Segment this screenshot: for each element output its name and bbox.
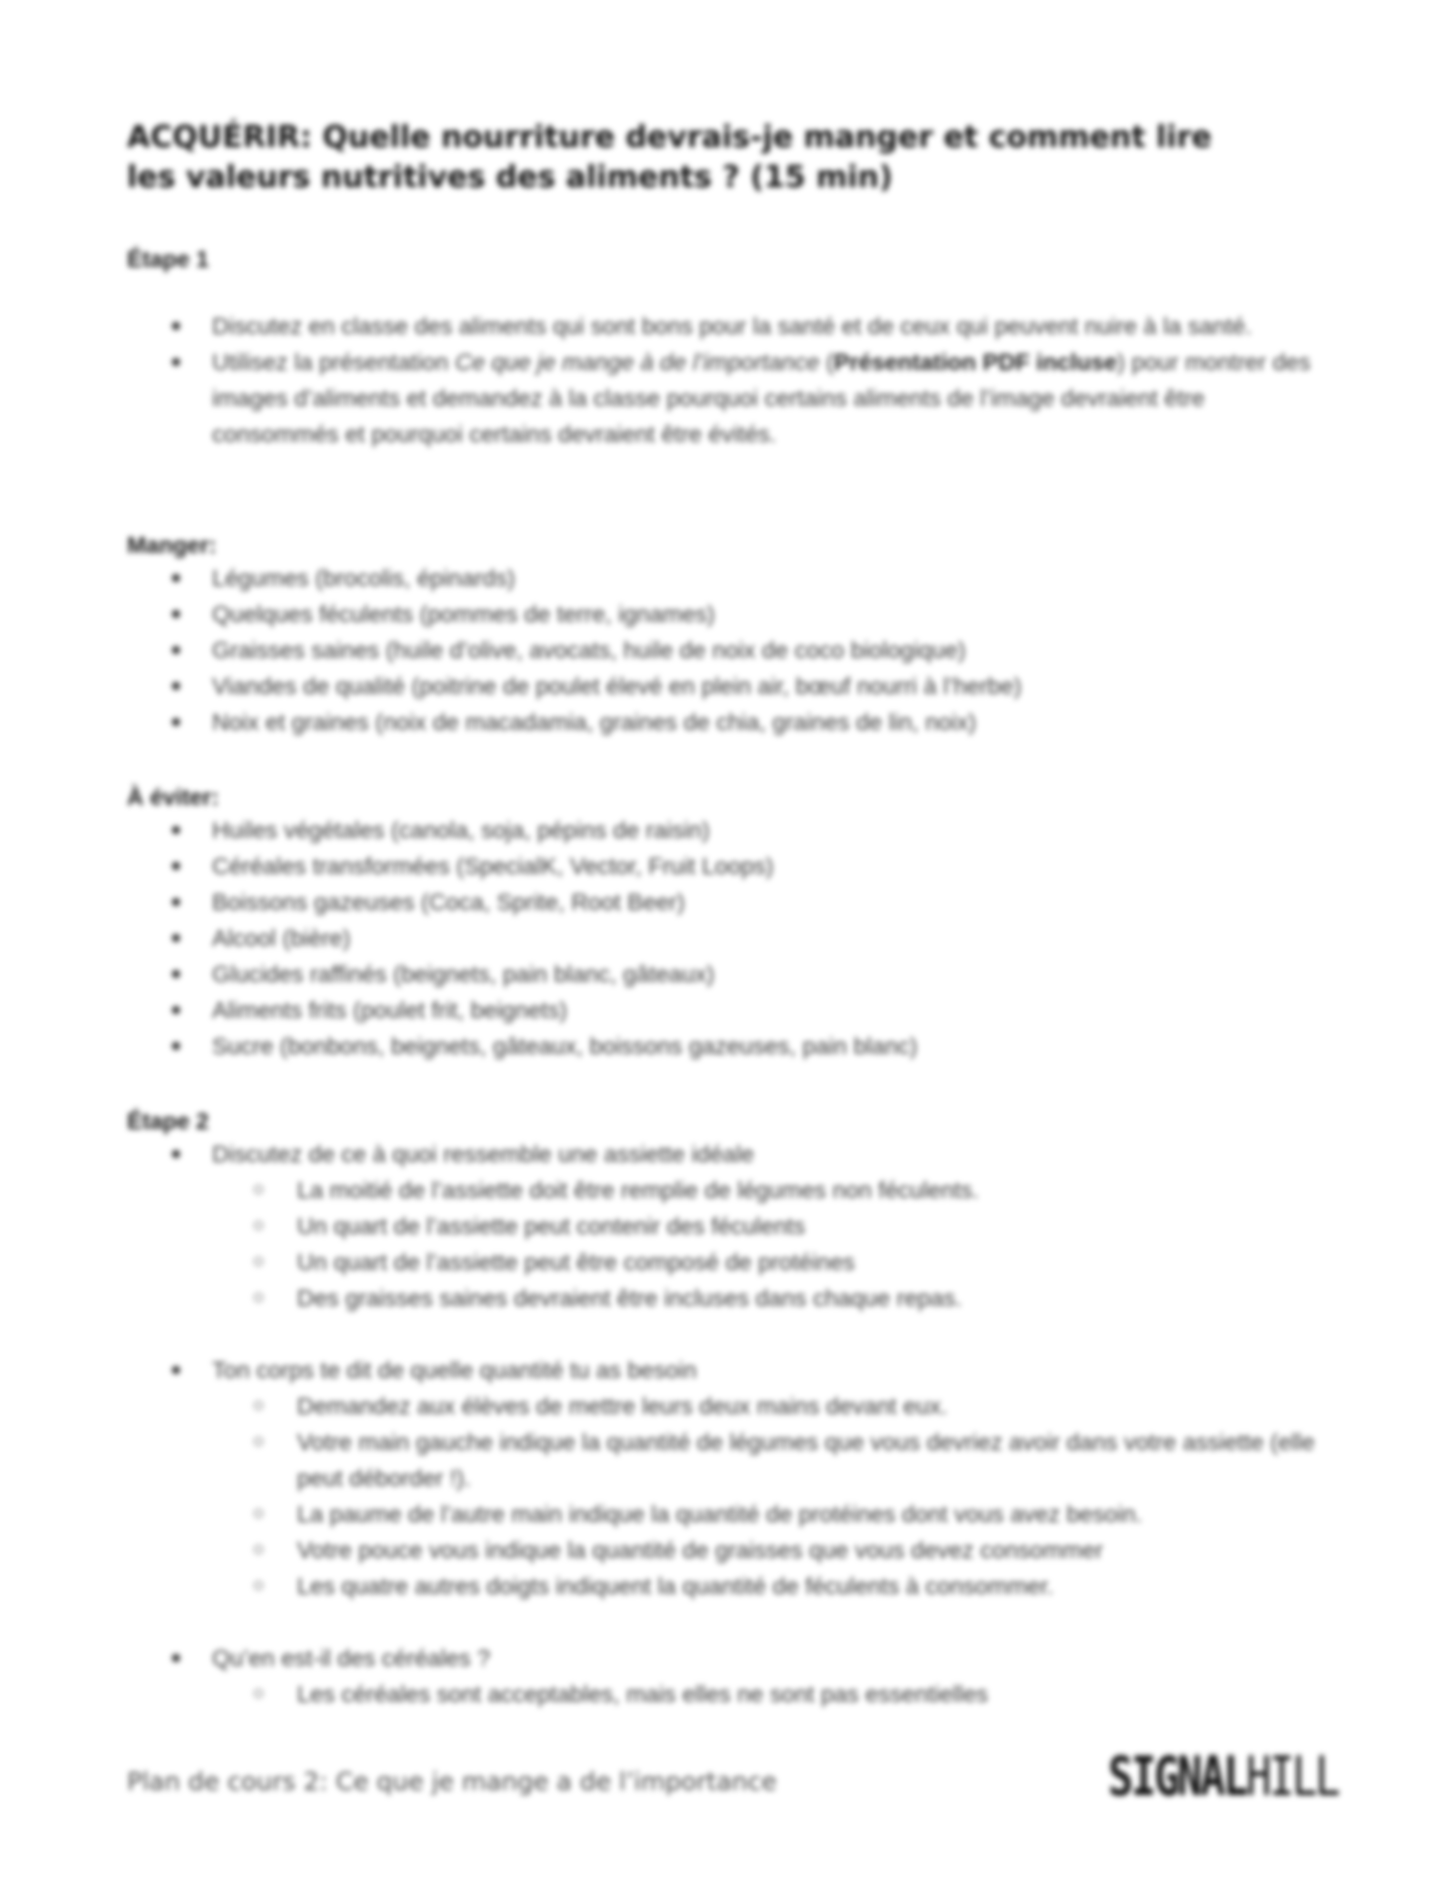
step1-heading: Étape 1 — [127, 246, 209, 272]
bullet-icon — [172, 1654, 180, 1662]
circle-bullet-icon — [254, 1221, 263, 1230]
step2-group1 — [127, 1136, 1327, 1316]
list-item — [127, 884, 1327, 920]
sub-list-item — [212, 1208, 1327, 1244]
sub-item-text: La paume de l’autre main indique la quantité de protéines dont vous avez besoin. — [297, 1501, 1143, 1527]
sub-item-text: Les quatre autres doigts indiquent la quantité de féculents à consommer. — [297, 1573, 1054, 1599]
signal-hill-logo — [1108, 1745, 1338, 1808]
list-item — [127, 308, 1327, 344]
bullet-icon — [172, 646, 180, 654]
eat-heading: Manger: — [127, 532, 217, 558]
bullet-icon — [172, 322, 180, 330]
bullet-icon — [172, 1042, 180, 1050]
step1-bullet-2-after: ) pour montrer des images d’aliments et demandez à la classe pourquoi certains aliments de l’image devraient être consommés et pourquoi certains devraient être évités. — [212, 349, 1311, 447]
step1-bullet-2-paren: ( — [819, 349, 834, 375]
circle-bullet-icon — [254, 1581, 263, 1590]
bullet-icon — [172, 610, 180, 618]
cereals-sublist — [212, 1676, 1327, 1712]
step2-group3 — [127, 1640, 1327, 1712]
circle-bullet-icon — [254, 1257, 263, 1266]
sub-item-text: Un quart de l’assiette peut être composé de protéines — [297, 1249, 855, 1275]
bullet-icon — [172, 862, 180, 870]
list-item — [127, 1028, 1327, 1064]
sub-list-item — [212, 1676, 1327, 1712]
avoid-item: Sucre (bonbons, beignets, gâteaux, boissons gazeuses, pain blanc) — [212, 1033, 918, 1059]
list-item — [127, 920, 1327, 956]
list-item — [127, 632, 1327, 668]
sub-list-item — [212, 1172, 1327, 1208]
list-item — [127, 1136, 1327, 1316]
circle-bullet-icon — [254, 1689, 263, 1698]
eat-list — [127, 560, 1327, 740]
bullet-icon — [172, 1366, 180, 1374]
eat-item: Noix et graines (noix de macadamia, graines de chia, graines de lin, noix) — [212, 709, 977, 735]
avoid-list — [127, 812, 1327, 1064]
list-item — [127, 704, 1327, 740]
footer-lesson-plan: Plan de cours 2: Ce que je mange a de l’importance — [127, 1767, 777, 1796]
avoid-item: Alcool (bière) — [212, 925, 351, 951]
body-quantity-sublist — [212, 1388, 1327, 1604]
sub-item-text: La moitié de l’assiette doit être remplie de légumes non féculents. — [297, 1177, 979, 1203]
circle-bullet-icon — [254, 1293, 263, 1302]
bullet-icon — [172, 934, 180, 942]
bullet-icon — [172, 1006, 180, 1014]
bullet-icon — [172, 970, 180, 978]
avoid-item: Boissons gazeuses (Coca, Sprite, Root Beer) — [212, 889, 685, 915]
circle-bullet-icon — [254, 1509, 263, 1518]
step2-heading: Étape 2 — [127, 1108, 209, 1134]
presentation-title: Ce que je mange à de l’importance — [454, 349, 820, 375]
sub-item-text: Les céréales sont acceptables, mais elles ne sont pas essentielles — [297, 1681, 989, 1707]
avoid-heading: À éviter: — [127, 784, 220, 810]
bullet-icon — [172, 574, 180, 582]
body-quantity-label: Ton corps te dit de quelle quantité tu as besoin — [212, 1357, 697, 1383]
list-item — [127, 560, 1327, 596]
avoid-item: Céréales transformées (SpecialK, Vector, Fruit Loops) — [212, 853, 774, 879]
avoid-item: Glucides raffinés (beignets, pain blanc, gâteaux) — [212, 961, 715, 987]
list-item — [127, 596, 1327, 632]
step2-group2 — [127, 1352, 1327, 1604]
sub-list-item — [212, 1244, 1327, 1280]
list-item — [127, 344, 1327, 452]
bullet-icon — [172, 682, 180, 690]
logo-signal: SIGNAL — [1108, 1745, 1247, 1808]
sub-list-item — [212, 1496, 1327, 1532]
step1-bullet-2-before: Utilisez la présentation — [212, 349, 455, 375]
bullet-icon — [172, 898, 180, 906]
sub-list-item — [212, 1424, 1327, 1496]
sub-item-text: Des graisses saines devraient être incluses dans chaque repas. — [297, 1285, 962, 1311]
bullet-icon — [172, 1150, 180, 1158]
sub-list-item — [212, 1532, 1327, 1568]
list-item — [127, 848, 1327, 884]
circle-bullet-icon — [254, 1401, 263, 1410]
list-item — [127, 1352, 1327, 1604]
list-item — [127, 956, 1327, 992]
sub-list-item — [212, 1280, 1327, 1316]
eat-item: Graisses saines (huile d’olive, avocats, huile de noix de coco biologique) — [212, 637, 966, 663]
bullet-icon — [172, 358, 180, 366]
logo-hill: HILL — [1246, 1745, 1339, 1808]
step1-bullet-1: Discutez en classe des aliments qui sont bons pour la santé et de ceux qui peuvent nuire à la santé. — [212, 313, 1252, 339]
circle-bullet-icon — [254, 1545, 263, 1554]
eat-item: Viandes de qualité (poitrine de poulet élevé en plein air, bœuf nourri à l’herbe) — [212, 673, 1022, 699]
circle-bullet-icon — [254, 1185, 263, 1194]
circle-bullet-icon — [254, 1437, 263, 1446]
avoid-item: Huiles végétales (canola, soja, pépins de raisin) — [212, 817, 710, 843]
cereals-label: Qu’en est-il des céréales ? — [212, 1645, 491, 1671]
sub-item-text: Votre pouce vous indique la quantité de graisses que vous devez consommer — [297, 1537, 1104, 1563]
avoid-item: Aliments frits (poulet frit, beignets) — [212, 997, 568, 1023]
list-item — [127, 992, 1327, 1028]
bullet-icon — [172, 826, 180, 834]
eat-item: Quelques féculents (pommes de terre, ignames) — [212, 601, 715, 627]
step1-list — [127, 308, 1327, 452]
sub-item-text: Votre main gauche indique la quantité de légumes que vous devriez avoir dans votre assiette (elle peut déborder !). — [297, 1429, 1315, 1491]
pdf-included-note: Présentation PDF incluse — [833, 349, 1118, 375]
eat-item: Légumes (brocolis, épinards) — [212, 565, 516, 591]
list-item — [127, 668, 1327, 704]
page-title: ACQUÉRIR: Quelle nourriture devrais-je manger et comment lire les valeurs nutritives des aliments ? (15 min) — [127, 120, 1212, 195]
sub-list-item — [212, 1568, 1327, 1604]
sub-list-item — [212, 1388, 1327, 1424]
list-item — [127, 1640, 1327, 1712]
ideal-plate-sublist — [212, 1172, 1327, 1316]
list-item — [127, 812, 1327, 848]
sub-item-text: Demandez aux élèves de mettre leurs deux mains devant eux. — [297, 1393, 948, 1419]
bullet-icon — [172, 718, 180, 726]
ideal-plate-label: Discutez de ce à quoi ressemble une assiette idéale — [212, 1141, 755, 1167]
sub-item-text: Un quart de l’assiette peut contenir des féculents — [297, 1213, 806, 1239]
